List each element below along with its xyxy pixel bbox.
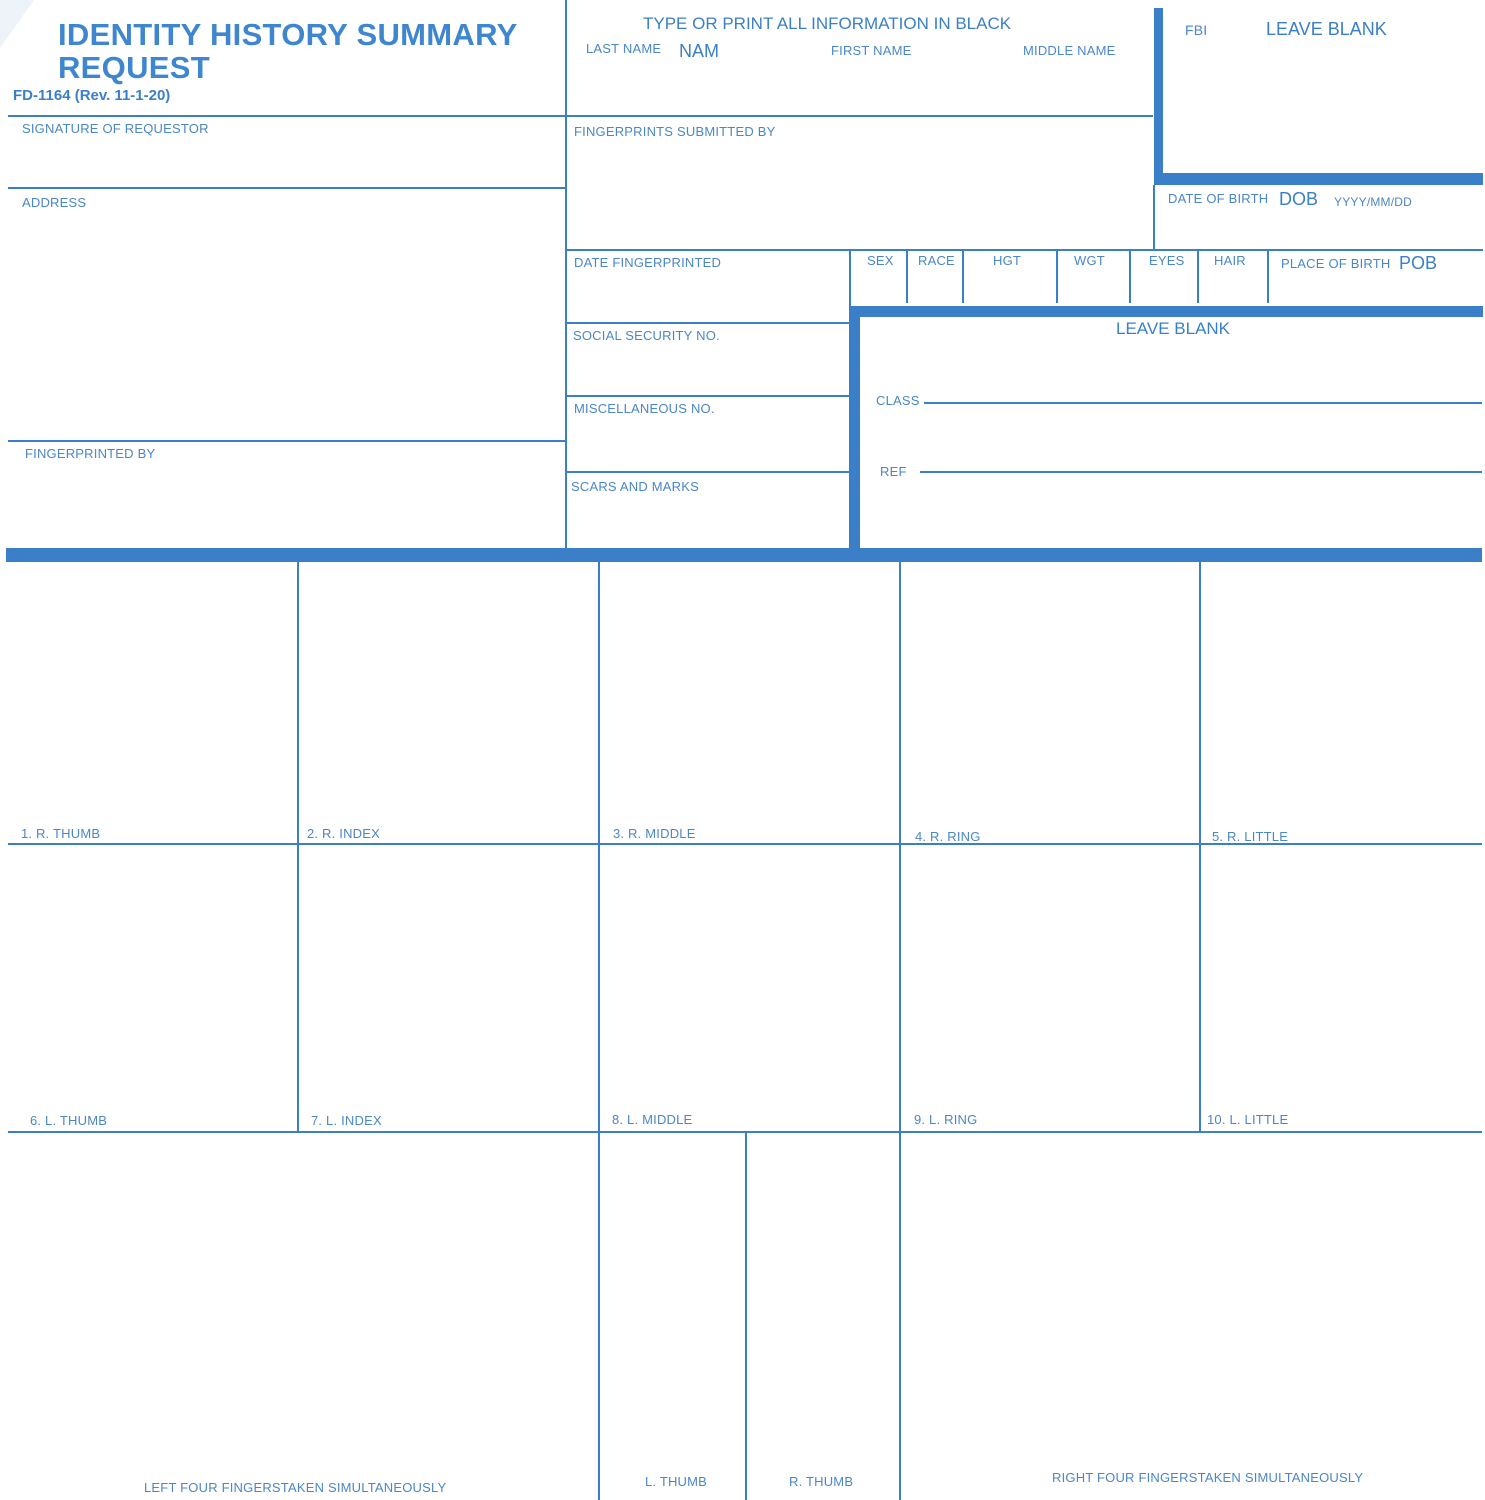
divider [1199, 562, 1201, 1131]
form-title [58, 18, 518, 84]
r-thumb-label: R. THUMB [789, 1474, 854, 1489]
divider [8, 1131, 1482, 1133]
sex-label: SEX [867, 253, 894, 268]
divider [567, 249, 1483, 251]
divider [8, 115, 1153, 117]
divider [849, 306, 1483, 317]
divider [8, 187, 565, 189]
form-title-line1: IDENTITY HISTORY SUMMARY [58, 17, 518, 52]
finger-label-r-index: 2. R. INDEX [307, 826, 380, 841]
divider [1153, 185, 1155, 251]
divider [849, 306, 860, 554]
address-label: ADDRESS [22, 195, 87, 210]
divider [1154, 173, 1483, 185]
divider [565, 0, 567, 552]
eyes-label: EYES [1149, 253, 1185, 268]
finger-label-l-middle: 8. L. MIDDLE [612, 1112, 693, 1127]
class-label: CLASS [876, 393, 920, 408]
divider [6, 548, 1482, 562]
signature-label: SIGNATURE OF REQUESTOR [22, 121, 209, 136]
divider [924, 402, 1482, 404]
page-corner [0, 0, 34, 48]
divider [598, 562, 600, 1500]
finger-label-l-index: 7. L. INDEX [311, 1113, 382, 1128]
instruction-text: TYPE OR PRINT ALL INFORMATION IN BLACK [643, 14, 1012, 33]
divider [567, 322, 849, 324]
pob-value[interactable]: POB [1399, 253, 1438, 273]
scars-label: SCARS AND MARKS [571, 479, 699, 494]
ssn-label: SOCIAL SECURITY NO. [573, 328, 720, 343]
misc-label: MISCELLANEOUS NO. [574, 401, 715, 416]
form-title-line2: REQUEST [58, 50, 210, 85]
pob-label: PLACE OF BIRTH [1281, 256, 1391, 271]
finger-label-l-little: 10. L. LITTLE [1207, 1112, 1289, 1127]
date-fingerprinted-label: DATE FINGERPRINTED [574, 255, 722, 270]
divider [962, 250, 964, 303]
right-four-label: RIGHT FOUR FINGERSTAKEN SIMULTANEOUSLY [1052, 1470, 1364, 1485]
divider [8, 440, 565, 442]
divider [745, 1131, 747, 1500]
finger-label-l-ring: 9. L. RING [914, 1112, 978, 1127]
ref-label: REF [880, 464, 907, 479]
divider [899, 562, 901, 1500]
fbi-label: FBI [1185, 22, 1208, 38]
middle-name-label: MIDDLE NAME [1023, 43, 1116, 58]
finger-label-r-ring: 4. R. RING [915, 829, 981, 844]
divider [920, 471, 1482, 473]
wgt-label: WGT [1074, 253, 1105, 268]
submitted-by-label: FINGERPRINTS SUBMITTED BY [574, 124, 776, 139]
form-number: FD-1164 (Rev. 11-1-20) [13, 87, 171, 104]
divider [1197, 250, 1199, 303]
dob-label: DATE OF BIRTH [1168, 191, 1269, 206]
divider [906, 250, 908, 303]
divider [1129, 250, 1131, 303]
l-thumb-label: L. THUMB [645, 1474, 708, 1489]
hgt-label: HGT [993, 253, 1022, 268]
race-label: RACE [918, 253, 955, 268]
last-name-label: LAST NAME [586, 41, 662, 56]
last-name-value[interactable]: NAM [679, 41, 719, 61]
finger-label-r-little: 5. R. LITTLE [1212, 829, 1289, 844]
leave-blank-mid: LEAVE BLANK [1116, 319, 1231, 338]
dob-format: YYYY/MM/DD [1334, 195, 1413, 209]
divider [1267, 250, 1269, 303]
finger-label-r-thumb: 1. R. THUMB [21, 826, 101, 841]
finger-label-l-thumb: 6. L. THUMB [30, 1113, 108, 1128]
dob-value[interactable]: DOB [1279, 189, 1319, 209]
divider [567, 471, 849, 473]
divider [567, 395, 849, 397]
first-name-label: FIRST NAME [831, 43, 912, 58]
divider [1154, 8, 1163, 180]
hair-label: HAIR [1214, 253, 1246, 268]
leave-blank-top: LEAVE BLANK [1266, 19, 1387, 39]
divider [297, 562, 299, 1133]
left-four-label: LEFT FOUR FINGERSTAKEN SIMULTANEOUSLY [144, 1480, 447, 1495]
divider [1056, 250, 1058, 303]
fingerprinted-by-label: FINGERPRINTED BY [25, 446, 156, 461]
finger-label-r-middle: 3. R. MIDDLE [613, 826, 696, 841]
